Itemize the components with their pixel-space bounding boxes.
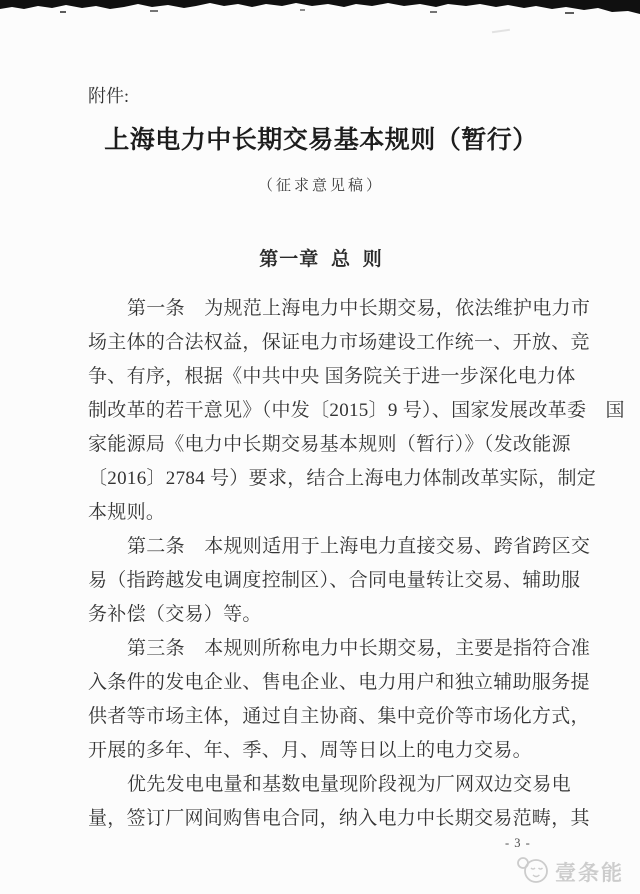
smiley-face-icon: [513, 854, 551, 889]
text-line: 本规则。: [88, 502, 166, 523]
text-line: 供者等市场主体，通过自主协商、集中竞价等市场化方式，: [88, 706, 590, 727]
text-line: 入条件的发电企业、售电企业、电力用户和独立辅助服务提: [88, 672, 590, 693]
text-line: 第三条 本规则所称电力中长期交易，主要是指符合准: [127, 638, 591, 659]
watermark-text: 壹条能: [555, 860, 624, 885]
text-line: 务补偿（交易）等。: [88, 604, 262, 625]
page-number: - 3 -: [505, 836, 531, 850]
text-line: 争、有序，根据《中共中央 国务院关于进一步深化电力体: [88, 366, 576, 387]
paragraph: [88, 530, 591, 632]
text-line: 优先发电电量和基数电量现阶段视为厂网双边交易电: [127, 774, 571, 795]
text-line: 易（指跨越发电调度控制区）、合同电量转让交易、辅助服: [88, 570, 581, 591]
text-line: 制改革的若干意见》（中发〔2015〕9 号）、国家发展改革委 国: [88, 400, 625, 421]
text-line: 〔2016〕2784 号）要求，结合上海电力体制改革实际，制定: [88, 468, 597, 489]
paragraph: [88, 768, 590, 836]
paragraph: [88, 292, 625, 530]
text-line: 第二条 本规则适用于上海电力直接交易、跨省跨区交: [127, 536, 591, 557]
chapter-heading: 第一章 总 则: [259, 249, 383, 270]
publisher-watermark: [513, 854, 624, 889]
text-line: 场主体的合法权益，保证电力市场建设工作统一、开放、竞: [88, 332, 590, 353]
text-line: 量，签订厂网间购售电合同，纳入电力中长期交易范畴，其: [88, 808, 590, 829]
text-line: 第一条 为规范上海电力中长期交易，依法维护电力市: [127, 298, 591, 319]
text-line: 家能源局《电力中长期交易基本规则（暂行）》（发改能源: [88, 434, 571, 455]
paragraph: [88, 632, 591, 768]
attachment-label: 附件:: [88, 86, 130, 106]
document-title: 上海电力中长期交易基本规则（暂行）: [104, 127, 538, 154]
text-line: 开展的多年、年、季、月、周等日以上的电力交易。: [88, 740, 532, 761]
draft-note: （征求意见稿）: [257, 178, 384, 194]
paragraphs: [88, 292, 625, 836]
